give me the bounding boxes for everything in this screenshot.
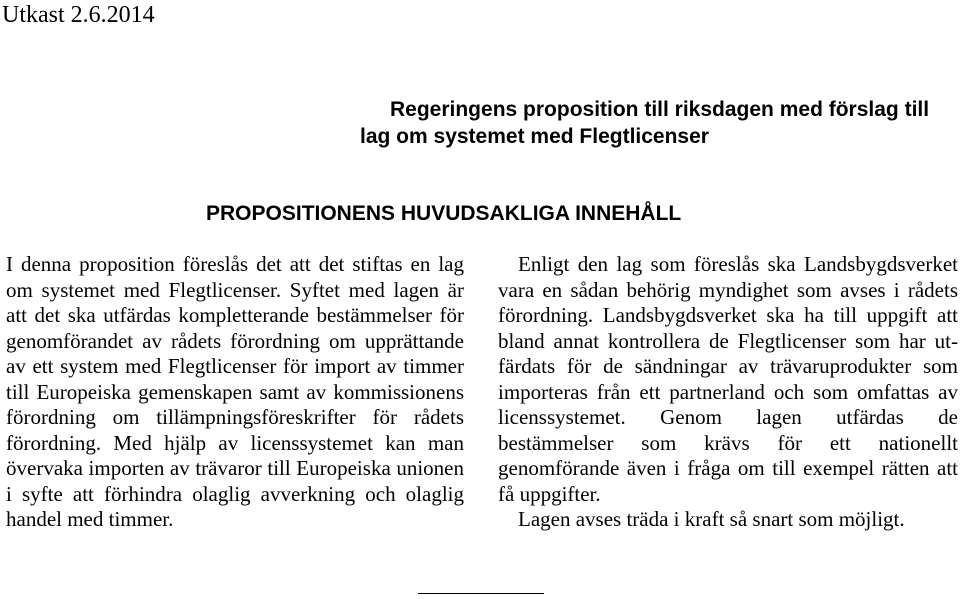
draft-label: Utkast 2.6.2014 (2, 2, 155, 28)
left-column (6, 252, 464, 533)
right-paragraph-2: Lagen avses träda i kraft så snart som möjligt. (518, 507, 905, 531)
document-title-line-2: lag om systemet med Flegtlicenser (360, 125, 709, 148)
document-title (330, 96, 958, 150)
left-paragraph-1: I denna proposition föreslås det att det stiftas en lag om systemet med Flegtlicenser. Syftet med lagen är att det ska utfärdas kompletterande bestämmelser för genomförandet av rådets förordning om upprättande av ett system med Flegtlicenser för import av timmer till Europeiska gemenskapen samt av kommissionens förordning om tillämpningsföreskrifter för rådets förordning. Med hjälp av licenssystemet kan man övervaka importen av trävaror till Europeiska unionen i syfte att förhindra olaglig avverkning och olaglig handel med timmer. (6, 252, 464, 531)
document-title-line-1: Regeringens proposition till riksdagen med förslag till (390, 98, 930, 121)
section-heading: PROPOSITIONENS HUVUDSAKLIGA INNEHÅLL (206, 202, 682, 225)
right-paragraph-1: Enligt den lag som föreslås ska Landsbygdsverket vara en sådan behörig myndighet som avses i rådets förordning. Landsbygdsverket ska ha till uppgift att bland annat kontrollera de Flegtlicenser som har utfärdats för de sändningar av trävaruprodukter som importeras från ett partnerland och som omfattas av licenssystemet. Genom lagen utfärdas de bestämmelser som krävs för ett nationellt genomförande även i fråga om till exempel rätten att få uppgifter. (498, 252, 958, 506)
end-rule (418, 593, 544, 594)
right-column (498, 252, 958, 533)
